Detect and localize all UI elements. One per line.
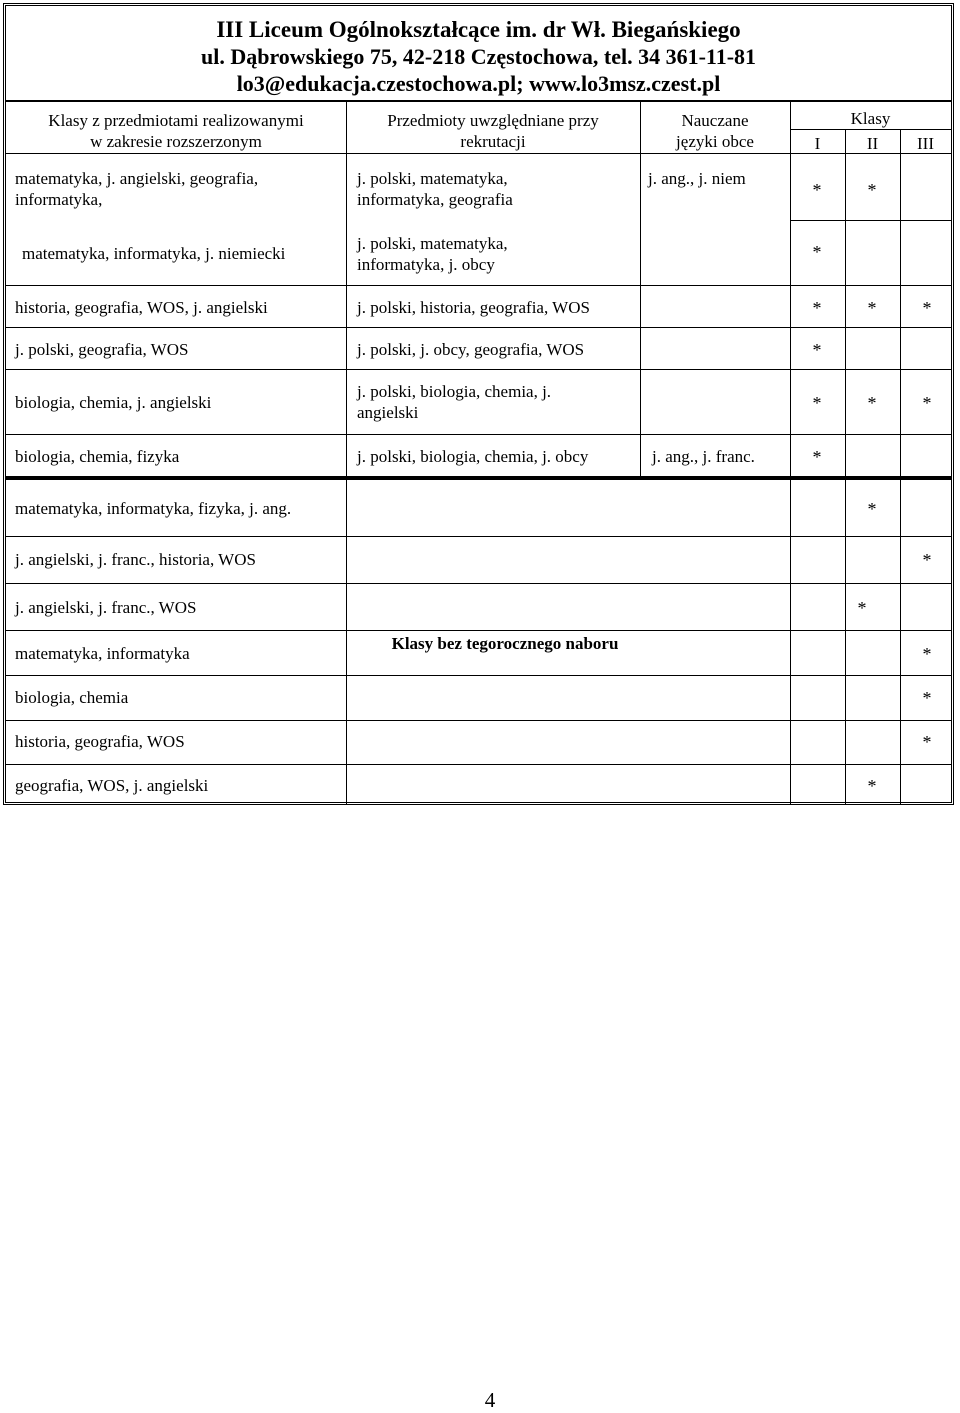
col-header-languages-line2: języki obce [676, 132, 754, 151]
col-divider [640, 102, 641, 477]
col-divider [346, 102, 347, 805]
col-header-languages-line1: Nauczane [681, 111, 749, 130]
row-11-extended: biologia, chemia [15, 688, 129, 707]
classes-header-divider [790, 129, 951, 130]
row-8-class-III-mark: * [922, 550, 932, 570]
row-6-languages: j. ang., j. franc. [652, 447, 755, 466]
row-9-class-II-mark: * [857, 598, 867, 618]
row-7-class-II-mark: * [867, 499, 877, 519]
row-3-recruitment: j. polski, historia, geografia, WOS [357, 298, 590, 317]
school-contact: lo3@edukacja.czestochowa.pl; www.lo3msz.czest.pl [236, 71, 721, 96]
no-enrollment-note: Klasy bez tegorocznego naboru [391, 634, 619, 653]
col-header-extended-line2: w zakresie rozszerzonym [90, 132, 262, 151]
row-5-recruitment: j. polski, biologia, chemia, j. angielski [357, 382, 552, 422]
row-1-recruitment: j. polski, matematyka, informatyka, geografia [357, 169, 513, 209]
row-13-extended: geografia, WOS, j. angielski [15, 776, 209, 795]
row-divider [6, 630, 951, 631]
row-5-class-I-mark: * [812, 393, 822, 413]
row-13-class-II-mark: * [867, 776, 877, 796]
row-divider [6, 536, 951, 537]
col-header-class-II: II [866, 134, 879, 153]
row-5-class-II-mark: * [867, 393, 877, 413]
col-divider [790, 102, 791, 805]
row-divider [6, 720, 951, 721]
row-1-class-I-mark: * [812, 180, 822, 200]
school-name: III Liceum Ogólnokształcące im. dr Wł. Biegańskiego [216, 17, 741, 42]
col-header-recruitment-line2: rekrutacji [460, 132, 526, 151]
row-12-extended: historia, geografia, WOS [15, 732, 185, 751]
row-3-class-I-mark: * [812, 298, 822, 318]
col-header-extended [6, 110, 346, 152]
row-11-class-III-mark: * [922, 688, 932, 708]
col-header-recruitment [346, 110, 640, 152]
col-header-recruitment-line1: Przedmioty uwzględniane przy [387, 111, 599, 130]
row-10-class-III-mark: * [922, 644, 932, 664]
row-divider [6, 675, 951, 676]
row-divider [6, 583, 951, 584]
row-4-extended: j. polski, geografia, WOS [15, 340, 189, 359]
col-divider [900, 129, 901, 805]
row-divider [6, 369, 951, 370]
col-header-extended-line1: Klasy z przedmiotami realizowanymi [48, 111, 304, 130]
row-5-class-III-mark: * [922, 393, 932, 413]
col-header-classes: Klasy [850, 109, 891, 128]
row-8-extended: j. angielski, j. franc., historia, WOS [15, 550, 256, 569]
school-header [6, 6, 951, 102]
row-divider [6, 327, 951, 328]
school-address: ul. Dąbrowskiego 75, 42-218 Częstochowa, tel. 34 361-11-81 [200, 44, 757, 69]
page-number: 4 [484, 1388, 496, 1412]
row-1-class-II-mark: * [867, 180, 877, 200]
row-4-recruitment: j. polski, j. obcy, geografia, WOS [357, 340, 585, 359]
row-6-extended: biologia, chemia, fizyka [15, 447, 180, 466]
row-1-extended: matematyka, j. angielski, geografia, informatyka, [15, 169, 259, 209]
row-2-class-I-mark: * [812, 242, 822, 262]
classes-row-divider [790, 220, 951, 221]
col-header-class-I: I [814, 134, 821, 153]
row-3-class-III-mark: * [922, 298, 932, 318]
row-7-extended: matematyka, informatyka, fizyka, j. ang. [15, 499, 292, 518]
row-4-class-I-mark: * [812, 340, 822, 360]
row-6-recruitment: j. polski, biologia, chemia, j. obcy [357, 447, 589, 466]
row-9-extended: j. angielski, j. franc., WOS [15, 598, 197, 617]
row-10-extended: matematyka, informatyka [15, 644, 190, 663]
section-divider [6, 476, 951, 480]
row-2-extended: matematyka, informatyka, j. niemiecki [22, 244, 286, 263]
row-3-extended: historia, geografia, WOS, j. angielski [15, 298, 268, 317]
col-header-languages [640, 110, 790, 152]
row-6-class-I-mark: * [812, 447, 822, 467]
row-divider [6, 285, 951, 286]
row-divider [6, 764, 951, 765]
col-divider [845, 129, 846, 805]
row-3-class-II-mark: * [867, 298, 877, 318]
row-1-languages: j. ang., j. niem [648, 169, 746, 188]
row-5-extended: biologia, chemia, j. angielski [15, 393, 212, 412]
row-2-recruitment: j. polski, matematyka, informatyka, j. obcy [357, 234, 508, 274]
row-divider [6, 434, 951, 435]
col-header-class-III: III [917, 134, 934, 153]
row-12-class-III-mark: * [922, 732, 932, 752]
